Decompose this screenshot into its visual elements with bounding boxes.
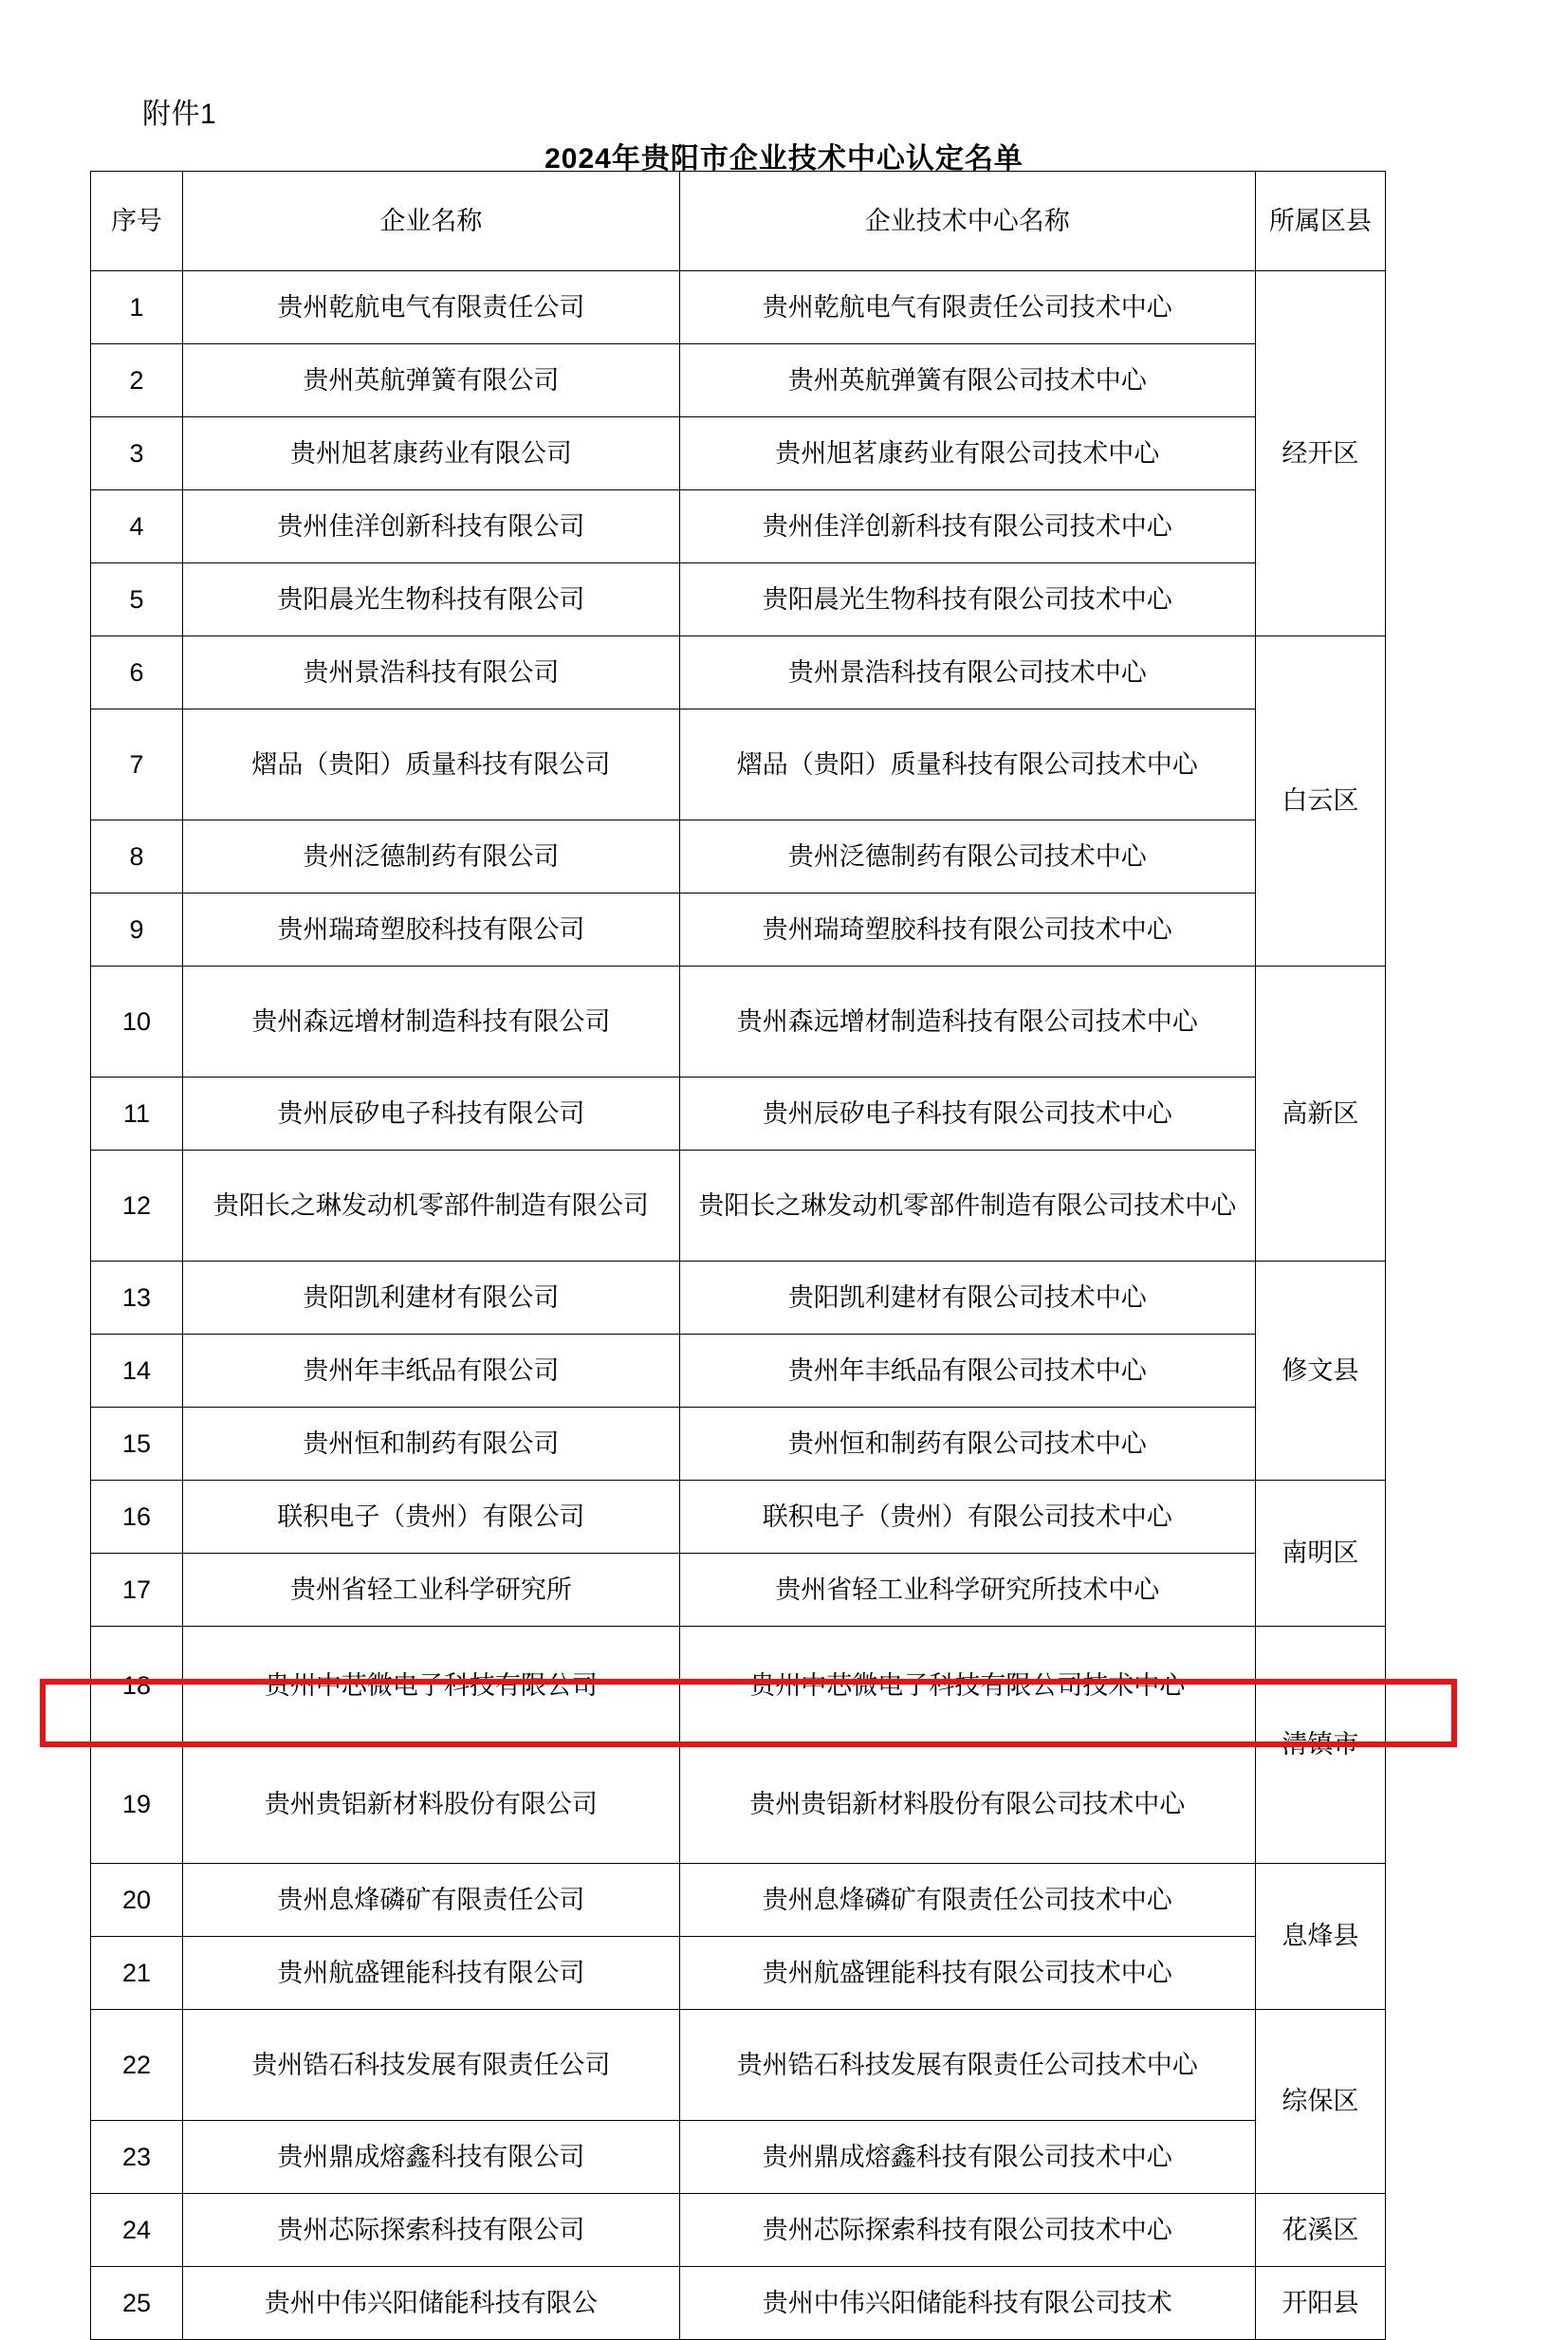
cell-seq: 19 — [91, 1745, 183, 1864]
cell-center: 熠品（贵阳）质量科技有限公司技术中心 — [679, 709, 1255, 820]
table-row — [91, 1745, 1386, 1864]
cell-company: 贵阳长之琳发动机零部件制造有限公司 — [183, 1151, 680, 1262]
cell-center: 贵州佳洋创新科技有限公司技术中心 — [679, 490, 1255, 563]
table-row — [91, 1408, 1386, 1481]
cell-district: 清镇市 — [1255, 1627, 1385, 1864]
cell-company: 贵州芯际探索科技有限公司 — [183, 2194, 680, 2267]
cell-company: 贵州森远增材制造科技有限公司 — [183, 967, 680, 1078]
cell-company: 贵州省轻工业科学研究所 — [183, 1554, 680, 1627]
cell-center: 贵州乾航电气有限责任公司技术中心 — [679, 271, 1255, 344]
table-row — [91, 1554, 1386, 1627]
table-row — [91, 563, 1386, 636]
cell-seq: 17 — [91, 1554, 183, 1627]
table-row — [91, 1151, 1386, 1262]
cell-company: 贵州中伟兴阳储能科技有限公 — [183, 2267, 680, 2340]
cell-district: 花溪区 — [1255, 2194, 1385, 2267]
table-row — [91, 2267, 1386, 2340]
cell-seq: 4 — [91, 490, 183, 563]
cell-center: 贵州息烽磷矿有限责任公司技术中心 — [679, 1864, 1255, 1937]
cell-district: 息烽县 — [1255, 1864, 1385, 2010]
table-row — [91, 2010, 1386, 2121]
cell-center: 贵州中伟兴阳储能科技有限公司技术 — [679, 2267, 1255, 2340]
cell-center: 贵州贵铝新材料股份有限公司技术中心 — [679, 1745, 1255, 1864]
cell-company: 贵州旭茗康药业有限公司 — [183, 417, 680, 490]
cell-seq: 21 — [91, 1937, 183, 2010]
cell-company: 贵州锆石科技发展有限责任公司 — [183, 2010, 680, 2121]
table-row — [91, 636, 1386, 709]
cell-center: 贵阳长之琳发动机零部件制造有限公司技术中心 — [679, 1151, 1255, 1262]
page-title: 2024年贵阳市企业技术中心认定名单 — [544, 143, 1024, 175]
table-row — [91, 271, 1386, 344]
cell-company: 贵州鼎成熔鑫科技有限公司 — [183, 2121, 680, 2194]
cell-district: 修文县 — [1255, 1262, 1385, 1481]
cell-seq: 1 — [91, 271, 183, 344]
cell-seq: 23 — [91, 2121, 183, 2194]
table-row — [91, 894, 1386, 967]
cell-seq: 18 — [91, 1627, 183, 1745]
column-header-district: 所属区县 — [1255, 172, 1385, 271]
cell-seq: 6 — [91, 636, 183, 709]
cell-seq: 16 — [91, 1481, 183, 1554]
table-row — [91, 2121, 1386, 2194]
table-row — [91, 344, 1386, 417]
cell-company: 贵州佳洋创新科技有限公司 — [183, 490, 680, 563]
cell-center: 贵州锆石科技发展有限责任公司技术中心 — [679, 2010, 1255, 2121]
cell-seq: 13 — [91, 1262, 183, 1335]
cell-seq: 5 — [91, 563, 183, 636]
cell-center: 贵州森远增材制造科技有限公司技术中心 — [679, 967, 1255, 1078]
enterprise-tech-center-table — [90, 171, 1386, 2340]
cell-seq: 24 — [91, 2194, 183, 2267]
table-row-highlighted — [91, 1864, 1386, 1937]
cell-seq: 25 — [91, 2267, 183, 2340]
cell-seq: 2 — [91, 344, 183, 417]
cell-seq: 11 — [91, 1078, 183, 1151]
table-row — [91, 820, 1386, 894]
table-row — [91, 417, 1386, 490]
table-row — [91, 490, 1386, 563]
column-header-center: 企业技术中心名称 — [679, 172, 1255, 271]
table-row — [91, 1481, 1386, 1554]
cell-company: 贵阳凯利建材有限公司 — [183, 1262, 680, 1335]
cell-district: 南明区 — [1255, 1481, 1385, 1627]
cell-center: 贵州航盛锂能科技有限公司技术中心 — [679, 1937, 1255, 2010]
cell-company: 贵阳晨光生物科技有限公司 — [183, 563, 680, 636]
cell-company: 贵州辰矽电子科技有限公司 — [183, 1078, 680, 1151]
cell-company: 贵州景浩科技有限公司 — [183, 636, 680, 709]
table-row — [91, 1262, 1386, 1335]
cell-center: 贵州景浩科技有限公司技术中心 — [679, 636, 1255, 709]
cell-seq: 12 — [91, 1151, 183, 1262]
cell-district: 综保区 — [1255, 2010, 1385, 2194]
cell-center: 贵州省轻工业科学研究所技术中心 — [679, 1554, 1255, 1627]
cell-seq: 15 — [91, 1408, 183, 1481]
table-row — [91, 1937, 1386, 2010]
cell-seq: 22 — [91, 2010, 183, 2121]
table-header-row — [91, 172, 1386, 271]
table-row — [91, 1627, 1386, 1745]
attachment-label: 附件1 — [142, 99, 217, 130]
cell-company: 联积电子（贵州）有限公司 — [183, 1481, 680, 1554]
cell-district: 高新区 — [1255, 967, 1385, 1262]
table-row — [91, 967, 1386, 1078]
cell-company: 贵州乾航电气有限责任公司 — [183, 271, 680, 344]
cell-center: 贵阳晨光生物科技有限公司技术中心 — [679, 563, 1255, 636]
cell-seq: 7 — [91, 709, 183, 820]
cell-company: 熠品（贵阳）质量科技有限公司 — [183, 709, 680, 820]
table-row — [91, 2194, 1386, 2267]
table-row — [91, 1078, 1386, 1151]
cell-seq: 20 — [91, 1864, 183, 1937]
cell-company: 贵州年丰纸品有限公司 — [183, 1335, 680, 1408]
cell-company: 贵州瑞琦塑胶科技有限公司 — [183, 894, 680, 967]
cell-district: 白云区 — [1255, 636, 1385, 967]
cell-district: 经开区 — [1255, 271, 1385, 636]
cell-center: 贵州旭茗康药业有限公司技术中心 — [679, 417, 1255, 490]
cell-center: 贵州芯际探索科技有限公司技术中心 — [679, 2194, 1255, 2267]
cell-center: 贵州年丰纸品有限公司技术中心 — [679, 1335, 1255, 1408]
cell-center: 贵州英航弹簧有限公司技术中心 — [679, 344, 1255, 417]
cell-company: 贵州中芯微电子科技有限公司 — [183, 1627, 680, 1745]
cell-company: 贵州英航弹簧有限公司 — [183, 344, 680, 417]
cell-center: 贵阳凯利建材有限公司技术中心 — [679, 1262, 1255, 1335]
table-row — [91, 1335, 1386, 1408]
cell-company: 贵州息烽磷矿有限责任公司 — [183, 1864, 680, 1937]
cell-seq: 3 — [91, 417, 183, 490]
column-header-seq: 序号 — [91, 172, 183, 271]
cell-center: 贵州鼎成熔鑫科技有限公司技术中心 — [679, 2121, 1255, 2194]
cell-company: 贵州航盛锂能科技有限公司 — [183, 1937, 680, 2010]
cell-center: 贵州中芯微电子科技有限公司技术中心 — [679, 1627, 1255, 1745]
cell-district: 开阳县 — [1255, 2267, 1385, 2340]
cell-seq: 9 — [91, 894, 183, 967]
cell-center: 贵州恒和制药有限公司技术中心 — [679, 1408, 1255, 1481]
cell-seq: 8 — [91, 820, 183, 894]
cell-company: 贵州贵铝新材料股份有限公司 — [183, 1745, 680, 1864]
cell-center: 联积电子（贵州）有限公司技术中心 — [679, 1481, 1255, 1554]
table-row — [91, 709, 1386, 820]
cell-center: 贵州泛德制药有限公司技术中心 — [679, 820, 1255, 894]
column-header-company: 企业名称 — [183, 172, 680, 271]
cell-seq: 10 — [91, 967, 183, 1078]
cell-company: 贵州恒和制药有限公司 — [183, 1408, 680, 1481]
cell-center: 贵州瑞琦塑胶科技有限公司技术中心 — [679, 894, 1255, 967]
cell-company: 贵州泛德制药有限公司 — [183, 820, 680, 894]
cell-seq: 14 — [91, 1335, 183, 1408]
cell-center: 贵州辰矽电子科技有限公司技术中心 — [679, 1078, 1255, 1151]
